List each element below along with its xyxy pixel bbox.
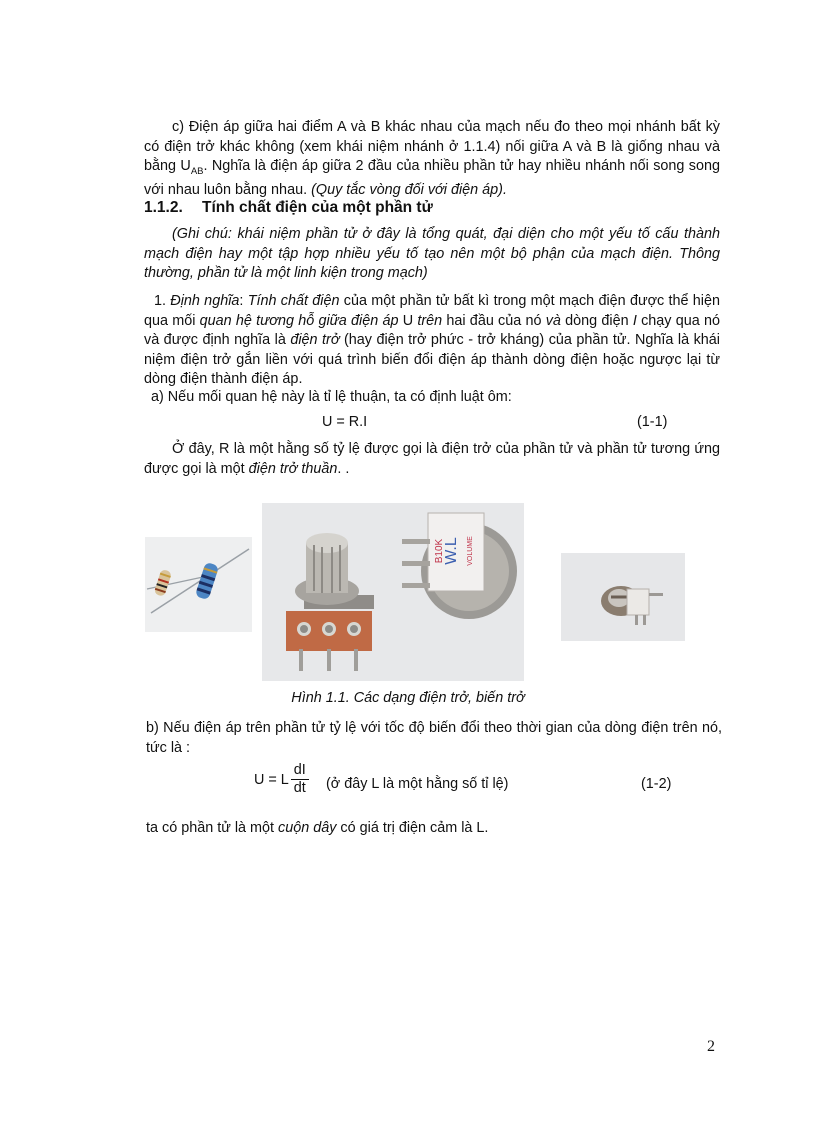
equation-2-denominator: dt [293, 780, 306, 796]
paragraph-resistance-text: Ở đây, R là một hằng số tỷ lệ được gọi là điện trở của phần tử và phần tử tương ứng được gọi là một [144, 441, 720, 477]
pot-label-wl: W.L [443, 537, 460, 565]
def-text-1: của một phần tử bất kì trong một mạch điện được thể hiện qua mối [144, 293, 721, 329]
equation-1-label: (1-1) [637, 414, 668, 430]
def-italic-2: quan hệ tương hỗ giữa điện áp [199, 312, 399, 329]
paragraph-b: b) Nếu điện áp trên phần tử tỷ lệ với tốc độ biến đổi theo thời gian của dòng điện trên nó, tức là : [146, 720, 722, 756]
section-title: Tính chất điện của một phần tử [202, 199, 433, 216]
section-heading [144, 199, 433, 217]
resistors-photo [145, 537, 252, 632]
def-text-5: chạy qua nó và được định nghĩa là [144, 312, 720, 348]
paragraph-inductor [146, 819, 722, 839]
def-italic-5: I [632, 312, 637, 329]
paragraph-c-text: c) Điện áp giữa hai điểm A và B khác nhau của mạch nếu đo theo mọi nhánh bất kỳ có điện trở khác không (xem khái niệm nhánh ở 1.1.4) nối giữa A và B là giống nhau và bằng U [144, 119, 720, 174]
equation-2-comment: (ở đây L là một hằng số tỉ lệ) [326, 776, 509, 792]
potentiometers-photo [262, 503, 524, 681]
def-text-2: U [398, 312, 418, 329]
equation-2-fraction [291, 762, 309, 797]
definition-paragraph [144, 292, 720, 390]
def-text-3: hai đầu của nó [442, 312, 546, 329]
paragraph-resistance-tail: . . [337, 460, 350, 477]
pure-resistor-term: điện trở thuần [248, 460, 338, 477]
pot-label-volume: VOLUME [467, 536, 474, 566]
def-italic-1: Tính chất điện [247, 293, 340, 309]
paragraph-resistance [144, 440, 720, 479]
paragraph-inductor-text: ta có phần tử là một [146, 820, 279, 836]
paragraph-inductor-tail: có giá trị điện cảm là L. [336, 820, 489, 836]
page-number: 2 [707, 1038, 715, 1055]
subscript-ab: AB [190, 165, 204, 177]
paragraph-c-italic: (Quy tắc vòng đối với điện áp). [311, 182, 507, 199]
def-text-6: (hay điện trở phức - trở kháng) của phần tử. Nghĩa là khái niệm điện trở gắn liền với quá trình biến đổi điện áp thành dòng điện hoặc ngược lại từ dòng điện thành điện áp. [144, 332, 720, 387]
paragraph-a: a) Nếu mối quan hệ này là tỉ lệ thuận, ta có định luật ôm: [151, 389, 512, 405]
def-term: Định nghĩa [170, 293, 240, 309]
note-paragraph: (Ghi chú: khái niệm phần tử ở đây là tổng quát, đại diện cho một yếu tố cấu thành mạch điện hay một tập hợp nhiều yếu tố tạo nên một bộ phận của mạch điện. Thông thường, phần tử là một linh kiện trong mạch) [144, 226, 720, 281]
equation-2-numerator: dI [293, 762, 306, 778]
trimmer-photo [561, 553, 685, 641]
paragraph-c-text-2: . Nghĩa là điện áp giữa 2 đầu của nhiều phần tử hay nhiều nhánh nối song song với nhau luôn bằng nhau. [144, 158, 720, 199]
equation-1: U = R.I [322, 414, 368, 430]
inductor-term: cuộn dây [278, 820, 337, 836]
def-italic-6: điện trở [290, 332, 340, 348]
paragraph-c [144, 118, 720, 201]
equation-2 [254, 762, 311, 797]
def-colon: : [239, 293, 248, 309]
equation-2-label: (1-2) [641, 776, 672, 792]
section-number: 1.1.2. [144, 199, 183, 216]
def-text-4: dòng điện [560, 312, 633, 329]
equation-2-lhs: U = L [254, 771, 289, 788]
def-number: 1. [154, 293, 171, 309]
pot-label-value: B10K [434, 538, 445, 564]
def-italic-3: trên [417, 312, 443, 329]
def-italic-4: và [545, 312, 561, 329]
figure-caption: Hình 1.1. Các dạng điện trở, biến trở [291, 690, 525, 706]
